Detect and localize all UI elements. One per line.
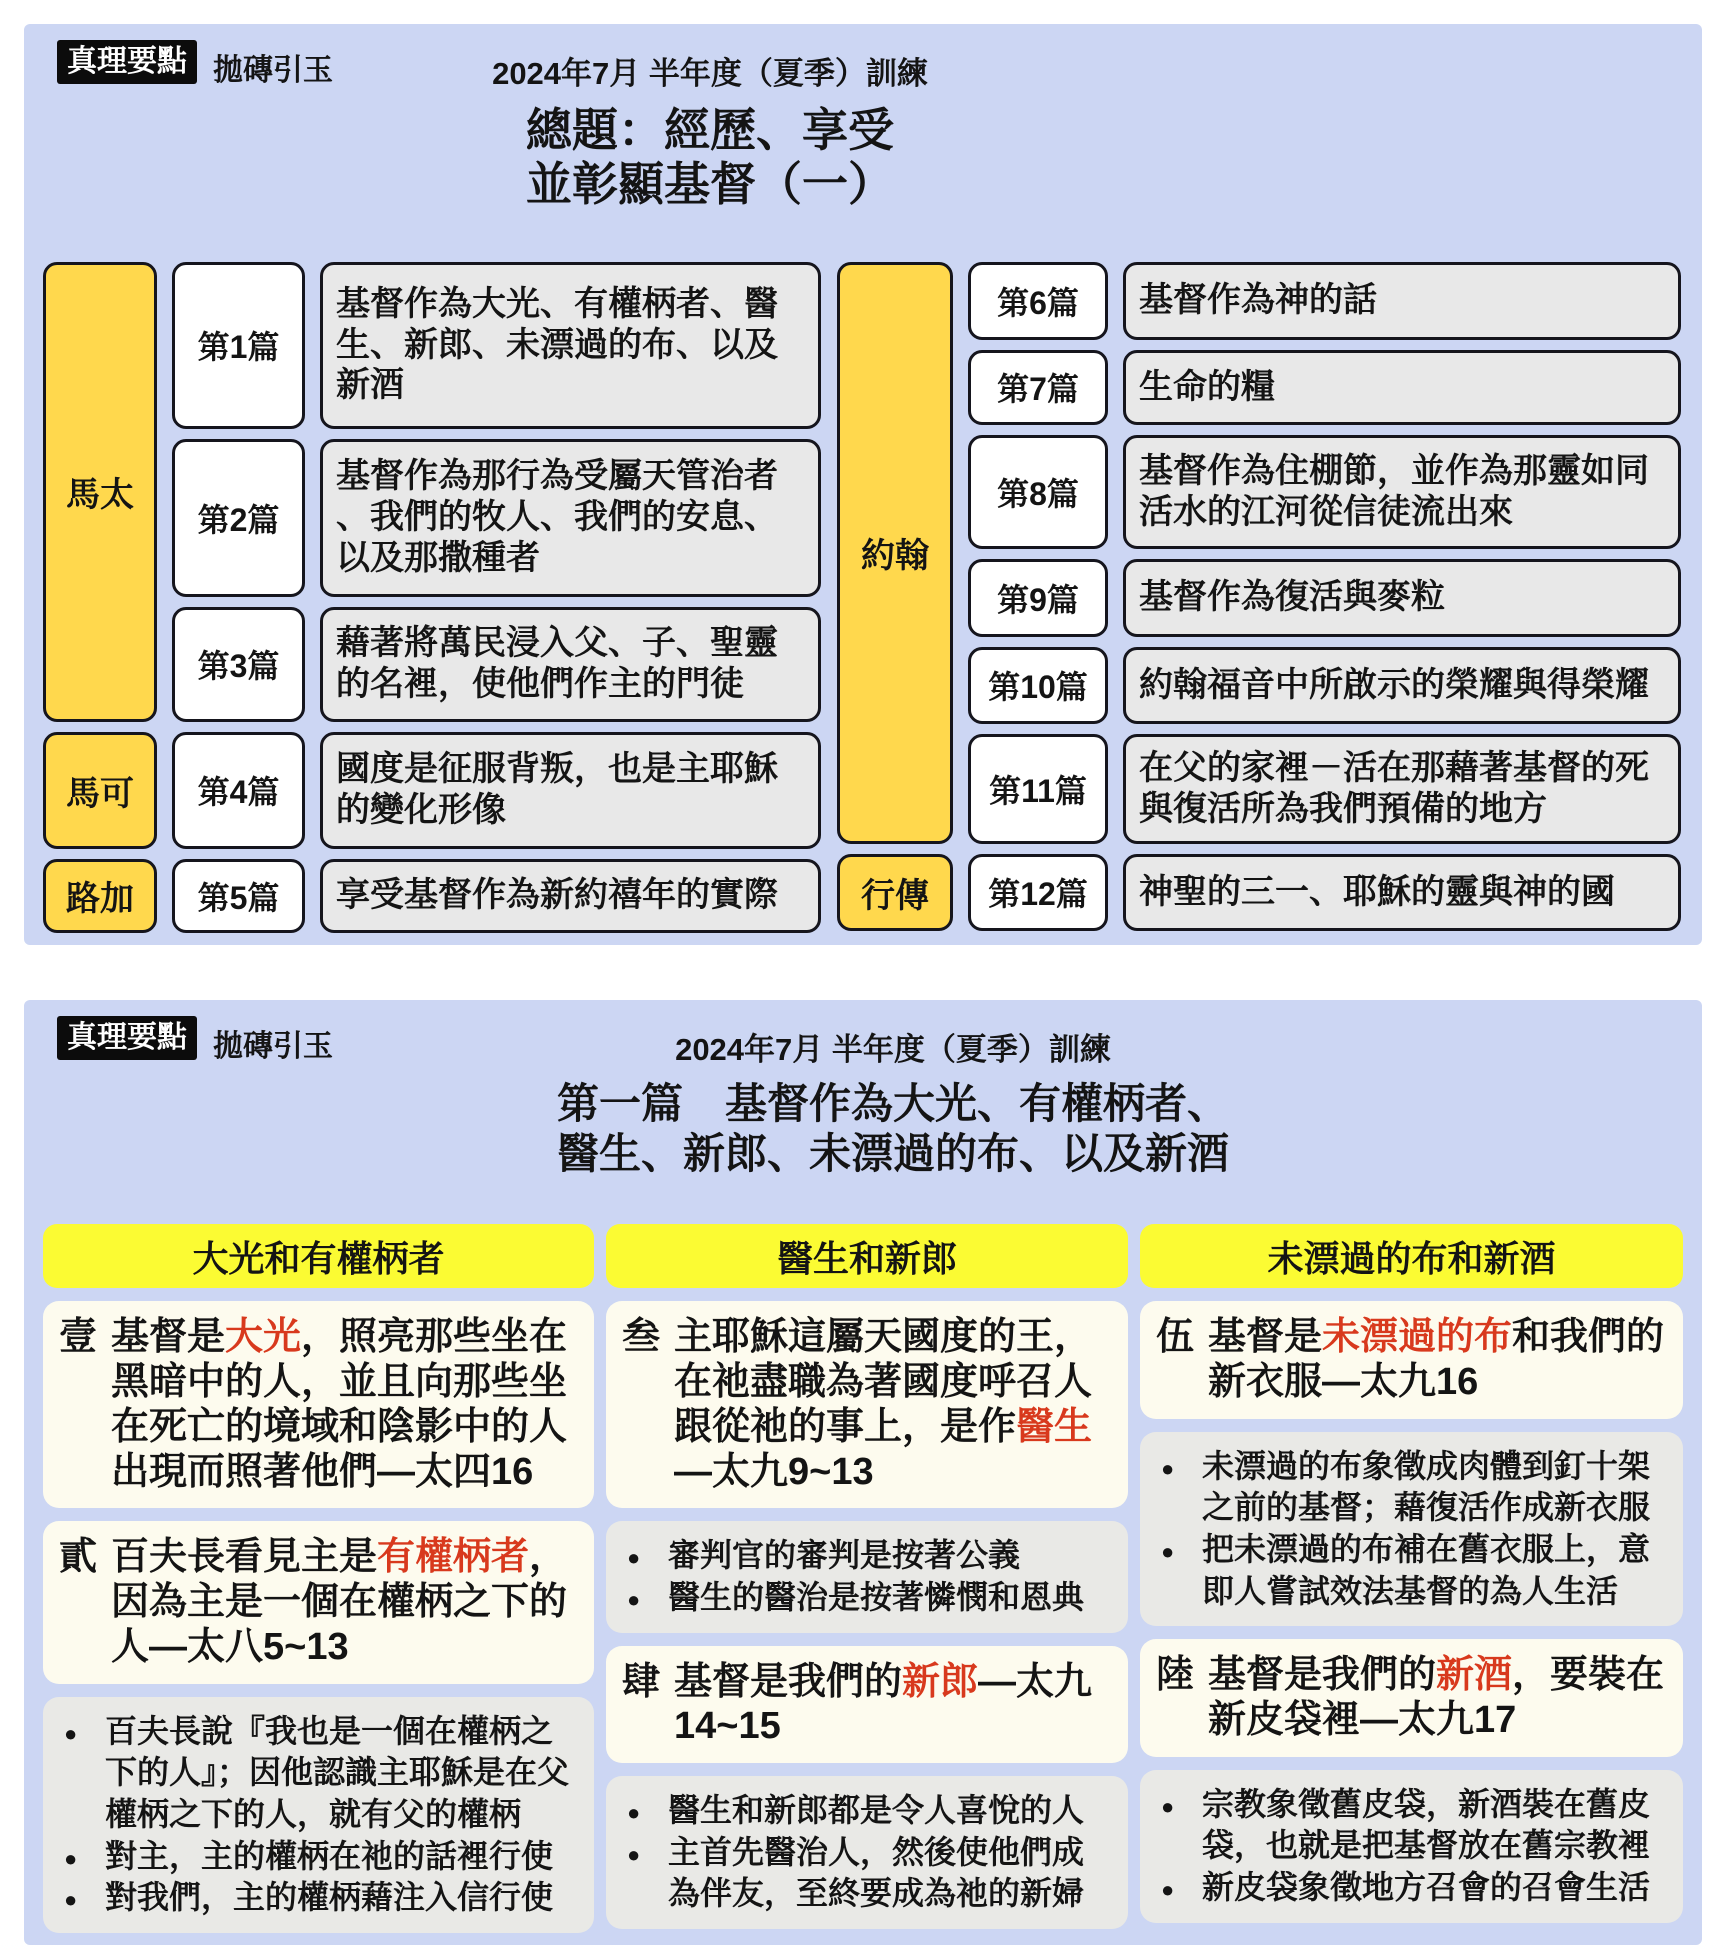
point-block bbox=[606, 1646, 1128, 1764]
series-badge: 真理要點 bbox=[57, 1016, 197, 1060]
bullet-item bbox=[59, 1711, 578, 1836]
lesson-title-cell: 生命的糧 bbox=[1123, 350, 1681, 425]
point-text bbox=[674, 1660, 1112, 1750]
notes-block bbox=[606, 1776, 1128, 1929]
bullet-text: 把未漂過的布補在舊衣服上，意即人嘗試效法基督的為人生活 bbox=[1202, 1530, 1651, 1609]
keyword-highlight: 大光 bbox=[225, 1316, 302, 1359]
toc-left-grid bbox=[43, 262, 821, 933]
bullet-text: 未漂過的布象徵成肉體到釘十架之前的基督；藉復活作成新衣服 bbox=[1202, 1447, 1651, 1526]
lesson-number-cell: 第4篇 bbox=[172, 732, 305, 849]
lesson-one-panel bbox=[24, 1000, 1702, 1945]
lesson-number-cell: 第1篇 bbox=[172, 262, 305, 429]
book-cell: 馬太 bbox=[43, 262, 157, 722]
text-segment: 基督是 bbox=[111, 1316, 226, 1359]
bullet-item bbox=[1156, 1867, 1667, 1909]
keyword-highlight: 新酒 bbox=[1436, 1654, 1513, 1697]
badge-row bbox=[57, 40, 333, 89]
point-number: 壹 bbox=[59, 1316, 98, 1359]
point-block bbox=[606, 1301, 1128, 1508]
bullet-text: 對我們，主的權柄藉注入信行使 bbox=[105, 1879, 554, 1916]
text-segment: 和我們的新衣服—太九16 bbox=[1208, 1316, 1665, 1403]
lesson-title-cell: 神聖的三一、耶穌的靈與神的國 bbox=[1123, 854, 1681, 931]
topic-column bbox=[606, 1224, 1128, 1933]
bullet-item bbox=[1156, 1784, 1667, 1867]
lesson-number-cell: 第2篇 bbox=[172, 439, 305, 597]
bullet-item bbox=[622, 1535, 1112, 1577]
toc-right-grid bbox=[837, 262, 1681, 933]
notes-block bbox=[606, 1521, 1128, 1632]
section-header: 醫生和新郎 bbox=[606, 1224, 1128, 1288]
series-tagline: 拋磚引玉 bbox=[213, 54, 333, 87]
point-text bbox=[111, 1315, 578, 1494]
bullet-item bbox=[59, 1836, 578, 1878]
badge-row bbox=[57, 1016, 333, 1065]
bullet-icon: ● bbox=[627, 1841, 641, 1867]
training-session-line: 2024年7月 半年度（夏季）訓練 bbox=[492, 56, 928, 91]
bullet-text: 對主，主的權柄在祂的話裡行使 bbox=[105, 1837, 554, 1874]
bullet-text: 宗教象徵舊皮袋，新酒裝在舊皮袋，也就是把基督放在舊宗教裡 bbox=[1202, 1785, 1651, 1864]
bullet-item bbox=[622, 1790, 1112, 1832]
lesson-number-cell: 第6篇 bbox=[968, 262, 1108, 340]
point-text bbox=[1208, 1653, 1667, 1743]
bullet-item bbox=[1156, 1529, 1667, 1612]
point-text bbox=[674, 1315, 1112, 1494]
notes-block bbox=[1140, 1432, 1683, 1626]
lesson-number-cell: 第7篇 bbox=[968, 350, 1108, 425]
text-segment: 基督是 bbox=[1208, 1316, 1323, 1359]
lesson-title-cell: 藉著將萬民浸入父、子、聖靈的名裡，使他們作主的門徒 bbox=[320, 607, 821, 722]
bullet-item bbox=[1156, 1446, 1667, 1529]
point-block bbox=[43, 1521, 594, 1683]
point-number: 肆 bbox=[622, 1660, 661, 1703]
series-tagline: 拋磚引玉 bbox=[213, 1030, 333, 1063]
point-block bbox=[43, 1301, 594, 1508]
bullet-text: 醫生和新郎都是令人喜悅的人 bbox=[668, 1792, 1085, 1829]
lesson-title-cell: 在父的家裡－活在那藉著基督的死與復活所為我們預備的地方 bbox=[1123, 734, 1681, 844]
text-segment: 主耶穌這屬天國度的王，在祂盡職為著國度呼召人跟從祂的事上，是作 bbox=[674, 1316, 1093, 1448]
book-cell: 馬可 bbox=[43, 732, 157, 849]
keyword-highlight: 有權柄者 bbox=[377, 1536, 530, 1579]
point-block bbox=[1140, 1301, 1683, 1419]
text-segment: —太九14~15 bbox=[674, 1660, 1093, 1748]
lesson-title-cell: 基督作為住棚節，並作為那靈如同活水的江河從信徒流出來 bbox=[1123, 435, 1681, 549]
bullet-icon: ● bbox=[64, 1845, 78, 1871]
lesson-number-cell: 第8篇 bbox=[968, 435, 1108, 549]
bullet-icon: ● bbox=[627, 1800, 641, 1826]
topic-column bbox=[43, 1224, 594, 1933]
text-segment: ，照亮那些坐在黑暗中的人，並且向那些坐在死亡的境域和陰影中的人出現而照著他們—太四16 bbox=[111, 1316, 568, 1493]
bullet-item bbox=[622, 1577, 1112, 1619]
general-subject-line2: 並彰顯基督（一） bbox=[526, 158, 894, 211]
keyword-highlight: 醫生 bbox=[1016, 1405, 1093, 1448]
keyword-highlight: 未漂過的布 bbox=[1322, 1316, 1513, 1359]
lesson-title-line1: 第一篇 基督作為大光、有權柄者、 bbox=[556, 1080, 1229, 1127]
text-segment: 基督是我們的 bbox=[674, 1660, 903, 1703]
point-text bbox=[1208, 1315, 1667, 1405]
bullet-icon: ● bbox=[627, 1587, 641, 1612]
text-segment: 基督是我們的 bbox=[1208, 1654, 1437, 1697]
text-segment: ，因為主是一個在權柄之下的人—太八5~13 bbox=[111, 1536, 568, 1669]
overview-panel bbox=[24, 24, 1702, 945]
book-cell: 行傳 bbox=[837, 854, 953, 931]
general-subject-line1: 總題：經歷、享受 bbox=[526, 104, 894, 156]
bullet-text: 百夫長說『我也是一個在權柄之下的人』；因他認識主耶穌是在父權柄之下的人，就有父的權柄 bbox=[105, 1712, 570, 1833]
text-segment: ，要裝在新皮袋裡—太九17 bbox=[1208, 1654, 1665, 1741]
point-number: 陸 bbox=[1156, 1654, 1195, 1697]
lesson-title-cell: 基督作為那行為受屬天管治者、我們的牧人、我們的安息、以及那撒種者 bbox=[320, 439, 821, 597]
bullet-icon: ● bbox=[1161, 1455, 1175, 1481]
lesson-title-cell: 享受基督作為新約禧年的實際 bbox=[320, 859, 821, 933]
bullet-text: 主首先醫治人，然後使他們成為伴友，至終要成為祂的新婦 bbox=[668, 1833, 1085, 1912]
point-block bbox=[1140, 1639, 1683, 1757]
bullet-text: 醫生的醫治是按著憐憫和恩典 bbox=[668, 1579, 1085, 1615]
lesson-number-cell: 第3篇 bbox=[172, 607, 305, 722]
notes-block bbox=[43, 1697, 594, 1933]
point-number: 叁 bbox=[622, 1316, 661, 1359]
bullet-text: 審判官的審判是按著公義 bbox=[668, 1537, 1021, 1574]
point-text bbox=[111, 1535, 578, 1669]
lesson-number-cell: 第11篇 bbox=[968, 734, 1108, 844]
lesson-title-cell: 基督作為大光、有權柄者、醫生、新郎、未漂過的布、以及新酒 bbox=[320, 262, 821, 429]
bullet-icon: ● bbox=[1161, 1876, 1175, 1902]
lesson-title-cell: 基督作為神的話 bbox=[1123, 262, 1681, 340]
lesson-columns bbox=[43, 1224, 1683, 1933]
book-cell: 約翰 bbox=[837, 262, 953, 844]
section-header: 未漂過的布和新酒 bbox=[1140, 1224, 1683, 1288]
point-number: 貳 bbox=[59, 1536, 98, 1579]
training-session-line: 2024年7月 半年度（夏季）訓練 bbox=[675, 1032, 1111, 1067]
lesson-number-cell: 第12篇 bbox=[968, 854, 1108, 931]
bullet-text: 新皮袋象徵地方召會的召會生活 bbox=[1202, 1868, 1651, 1905]
bullet-icon: ● bbox=[627, 1545, 641, 1571]
lesson-number-cell: 第9篇 bbox=[968, 559, 1108, 637]
keyword-highlight: 新郎 bbox=[902, 1660, 979, 1703]
series-badge: 真理要點 bbox=[57, 40, 197, 84]
text-segment: 百夫長看見主是 bbox=[111, 1536, 378, 1579]
overview-header bbox=[43, 24, 1683, 212]
lesson-number-cell: 第10篇 bbox=[968, 647, 1108, 724]
lesson-title-cell: 基督作為復活與麥粒 bbox=[1123, 559, 1681, 637]
bullet-item bbox=[59, 1877, 578, 1919]
bullet-icon: ● bbox=[64, 1887, 78, 1913]
bullet-icon: ● bbox=[1161, 1793, 1175, 1819]
table-of-contents bbox=[43, 262, 1683, 933]
point-number: 伍 bbox=[1156, 1316, 1195, 1359]
text-segment: —太九9~13 bbox=[674, 1450, 874, 1493]
bullet-item bbox=[622, 1832, 1112, 1915]
bullet-icon: ● bbox=[64, 1720, 78, 1746]
notes-block bbox=[1140, 1770, 1683, 1923]
book-cell: 路加 bbox=[43, 859, 157, 933]
topic-column bbox=[1140, 1224, 1683, 1933]
lesson-header bbox=[43, 1000, 1683, 1178]
lesson-title-cell: 國度是征服背叛，也是主耶穌的變化形像 bbox=[320, 732, 821, 849]
section-header: 大光和有權柄者 bbox=[43, 1224, 594, 1288]
lesson-title-cell: 約翰福音中所啟示的榮耀與得榮耀 bbox=[1123, 647, 1681, 724]
lesson-title-line2: 醫生、新郎、未漂過的布、以及新酒 bbox=[556, 1129, 1229, 1177]
lesson-number-cell: 第5篇 bbox=[172, 859, 305, 933]
bullet-icon: ● bbox=[1161, 1538, 1175, 1564]
